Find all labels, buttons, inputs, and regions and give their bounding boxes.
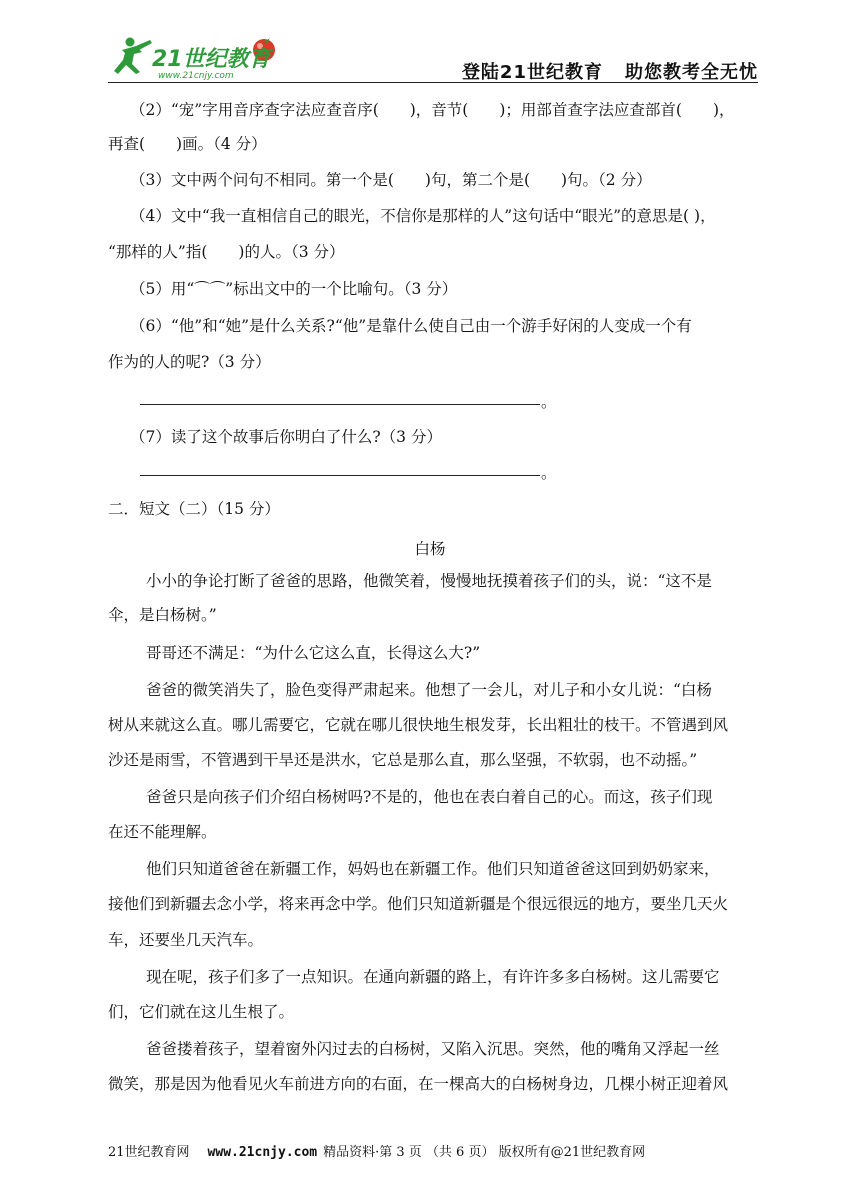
paragraph-5-line-2: 接他们到新疆去念小学，将来再念中学。他们只知道新疆是个很远很远的地方，要坐几天火 xyxy=(108,895,729,913)
question-7: （7）读了这个故事后你明白了什么?（3 分） xyxy=(130,428,442,446)
site-logo xyxy=(108,30,308,82)
paragraph-1-line-2: 伞，是白杨树。” xyxy=(108,606,217,624)
paragraph-3-line-2: 树从来就这么直。哪儿需要它，它就在哪儿很快地生根发芽，长出粗壮的枝干。不管遇到风 xyxy=(108,716,729,734)
answer-7-period: 。 xyxy=(541,464,557,482)
answer-blank-7[interactable] xyxy=(140,475,540,476)
page-header xyxy=(108,30,758,82)
question-2-line-2: 再查( )画。（4 分） xyxy=(108,135,267,153)
slogan-right: 助您教考全无忧 xyxy=(625,62,758,83)
paragraph-1-line-1: 小小的争论打断了爸爸的思路，他微笑着，慢慢地抚摸着孩子们的头，说：“这不是 xyxy=(146,572,712,590)
paragraph-7-line-1: 爸爸搂着孩子，望着窗外闪过去的白杨树，又陷入沉思。突然，他的嘴角又浮起一丝 xyxy=(146,1040,720,1058)
paragraph-3-line-1: 爸爸的微笑消失了，脸色变得严肃起来。他想了一会儿，对儿子和小女儿说：“白杨 xyxy=(146,681,712,699)
header-divider xyxy=(108,82,758,83)
slogan-left: 登陆21世纪教育 xyxy=(461,62,603,83)
header-slogan xyxy=(462,58,758,84)
question-4-line-2: “那样的人”指( )的人。（3 分） xyxy=(108,243,345,261)
question-2-line-1: （2）“宠”字用音序查字法应查音序( )，音节( )；用部首查字法应查部首( )， xyxy=(130,101,735,119)
paragraph-5-line-3: 车，还要坐几天汽车。 xyxy=(108,931,264,949)
paragraph-6-line-1: 现在呢，孩子们多了一点知识。在通向新疆的路上，有许许多多白杨树。这儿需要它 xyxy=(146,968,720,986)
paragraph-4-line-1: 爸爸只是向孩子们介绍白杨树吗?不是的，他也在表白着自己的心。而这，孩子们现 xyxy=(146,788,713,806)
footer-url[interactable]: www.21cnjy.com xyxy=(207,1145,318,1160)
answer-blank-6[interactable] xyxy=(140,404,540,405)
paragraph-2: 哥哥还不满足：“为什么它这么直，长得这么大?” xyxy=(146,644,481,662)
passage-title: 白杨 xyxy=(414,540,446,558)
answer-6-period: 。 xyxy=(541,393,557,411)
page-footer xyxy=(108,1141,758,1160)
question-3: （3）文中两个问句不相同。第一个是( )句，第二个是( )句。（2 分） xyxy=(130,171,652,189)
footer-info: 精品资料·第 3 页 （共 6 页） 版权所有@21世纪教育网 xyxy=(323,1145,646,1160)
paragraph-3-line-3: 沙还是雨雪，不管遇到干旱还是洪水，它总是那么直，那么坚强，不软弱，也不动摇。” xyxy=(108,751,698,769)
question-4-line-1: （4）文中“我一直相信自己的眼光，不信你是那样的人”这句话中“眼光”的意思是( )， xyxy=(130,207,716,225)
svg-text:www.21cnjy.com: www.21cnjy.com xyxy=(158,71,234,81)
question-6-line-2: 作为的人的呢?（3 分） xyxy=(108,353,271,371)
paragraph-7-line-2: 微笑，那是因为他看见火车前进方向的右面，在一棵高大的白杨树身边，几棵小树正迎着风 xyxy=(108,1075,729,1093)
paragraph-5-line-1: 他们只知道爸爸在新疆工作，妈妈也在新疆工作。他们只知道爸爸这回到奶奶家来， xyxy=(146,860,720,878)
paragraph-4-line-2: 在还不能理解。 xyxy=(108,823,217,841)
question-6-line-1: （6）“他”和“她”是什么关系?“他”是靠什么使自己由一个游手好闲的人变成一个有 xyxy=(130,317,692,335)
svg-text:21世纪教育: 21世纪教育 xyxy=(152,47,271,72)
section-2-heading: 二．短文（二）（15 分） xyxy=(108,500,280,518)
footer-site: 21世纪教育网 xyxy=(108,1145,190,1160)
question-5: （5）用“⌒⌒”标出文中的一个比喻句。（3 分） xyxy=(130,280,458,298)
paragraph-6-line-2: 们，它们就在这儿生根了。 xyxy=(108,1003,295,1021)
